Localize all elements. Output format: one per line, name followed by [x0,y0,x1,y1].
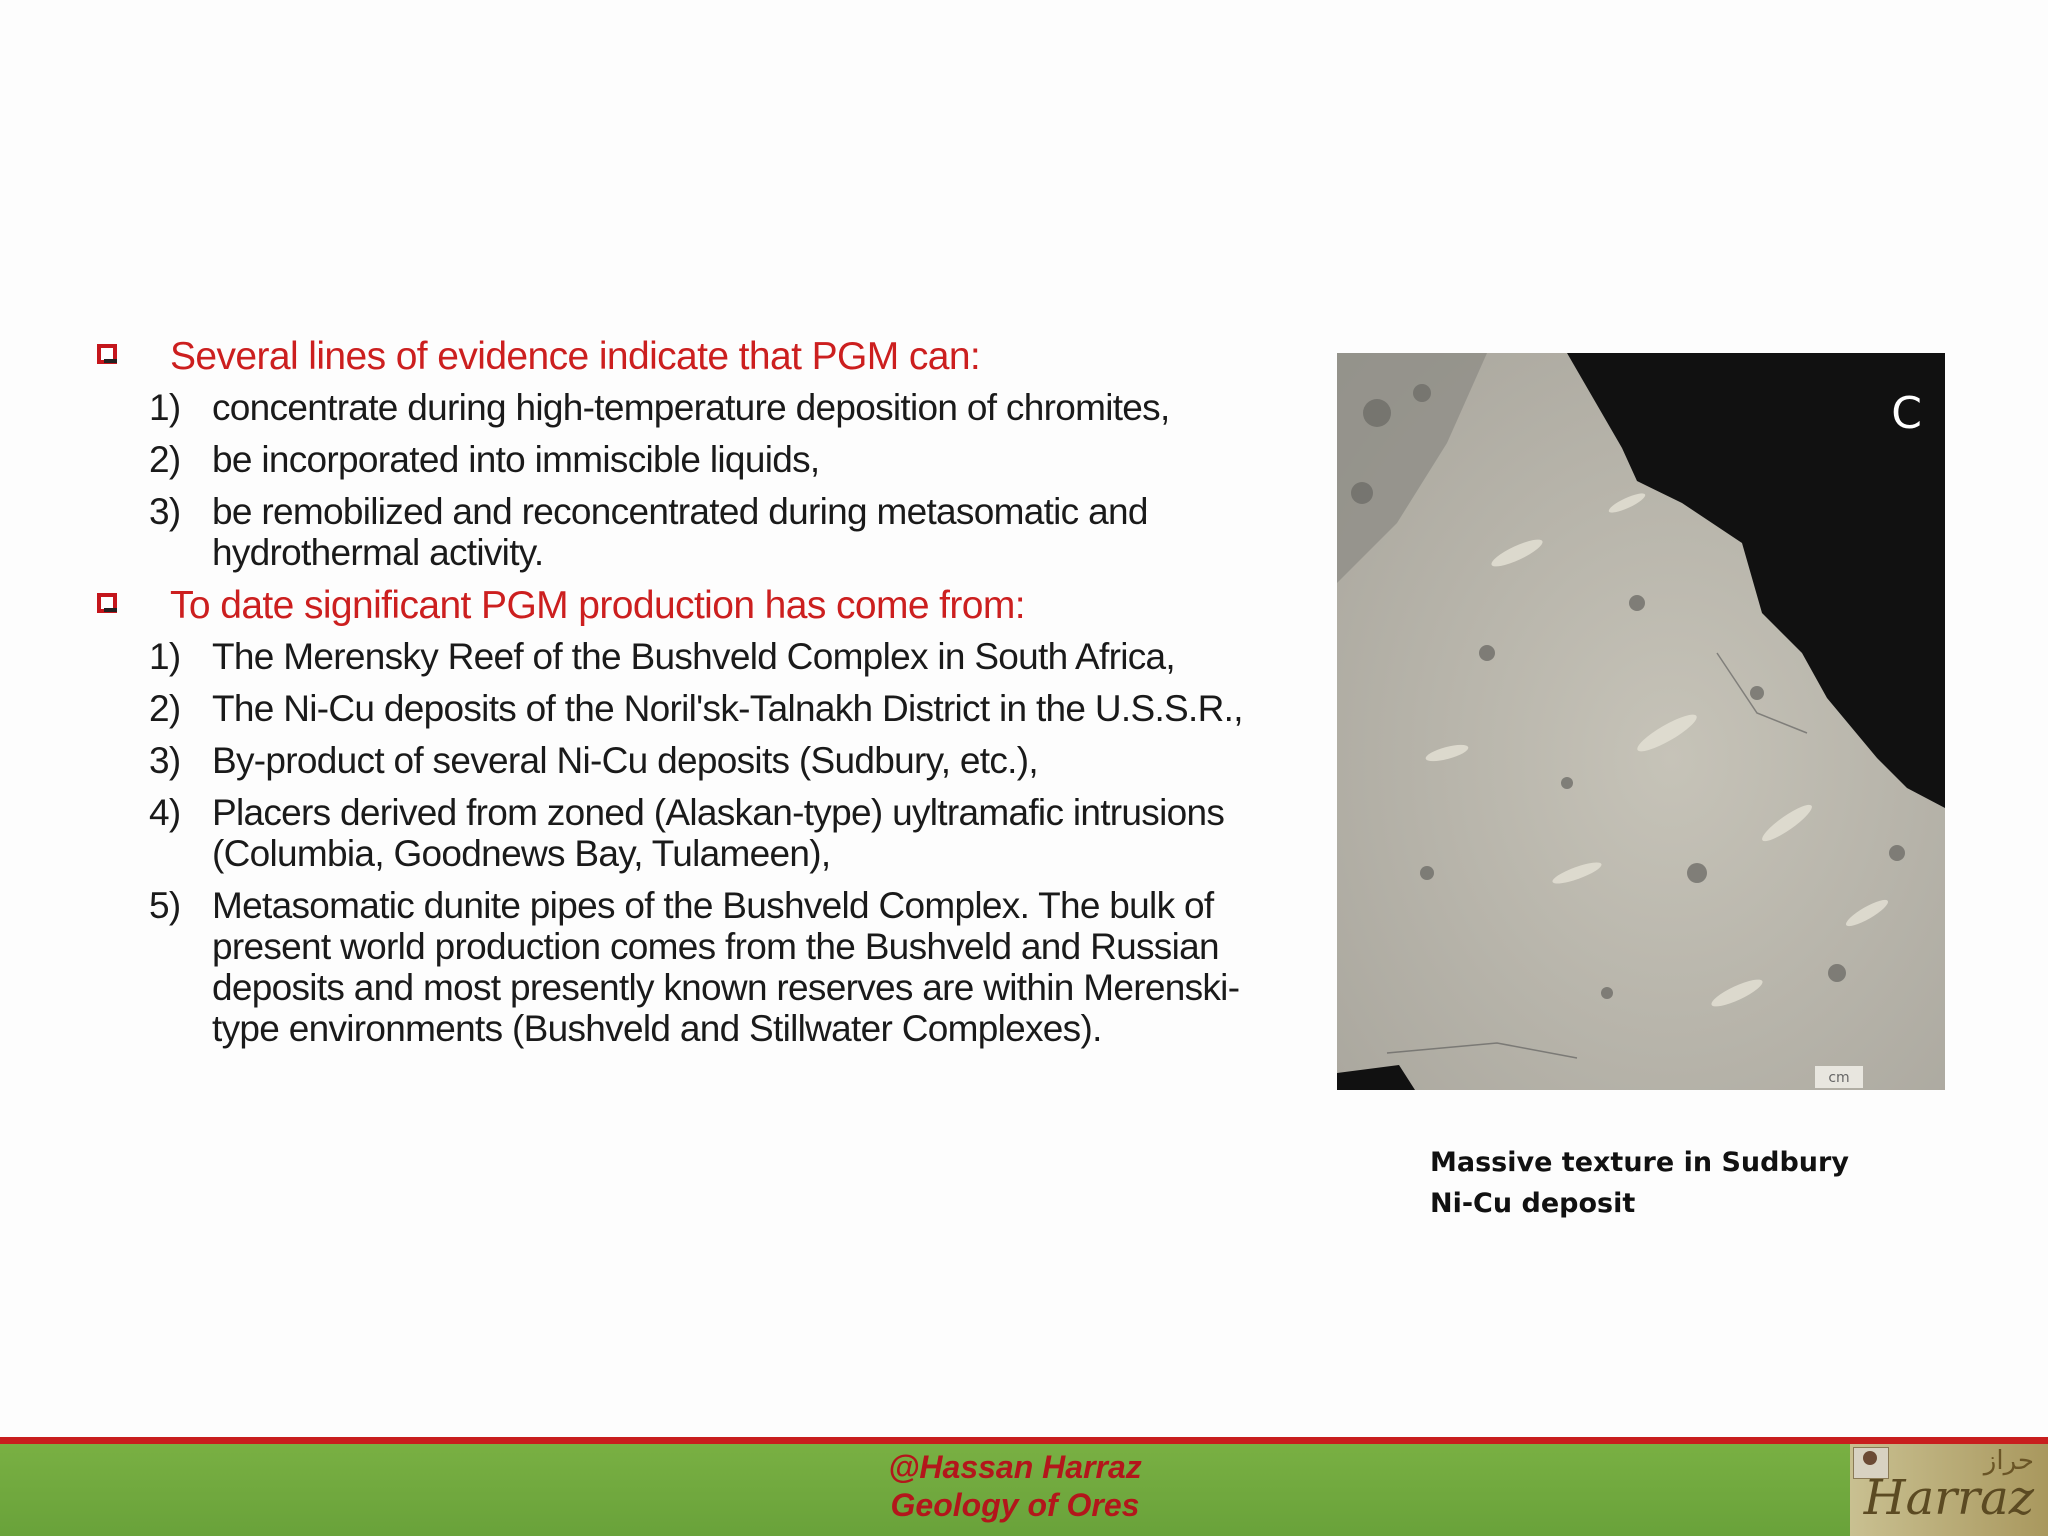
evidence-list [95,387,1255,573]
checkbox-bullet-icon [97,344,117,364]
photo-caption: Massive texture in Sudbury Ni-Cu deposit [1430,1147,1849,1219]
slide-body [95,335,1255,1060]
scale-label: cm [1828,1070,1850,1086]
list-item: 2) The Ni-Cu deposits of the Noril'sk-Talnakh District in the U.S.S.R., [149,688,1243,729]
list-item: 5) Metasomatic dunite pipes of the Bushveld Complex. The bulk of present world production comes from the Bushveld and Russian deposits and most presently known reserves are within Merenski-type environments (Bushveld and Stillwater Complexes). [149,885,1240,1049]
section-heading-production: To date significant PGM production has come from: [95,584,1255,628]
logo-text: Harraz [1863,1470,2034,1526]
list-item: 2) be incorporated into immiscible liquids, [149,439,820,480]
photo-panel-letter: C [1891,388,1922,439]
section-heading-evidence: Several lines of evidence indicate that PGM can: [95,335,1255,379]
footer-divider [0,1437,2048,1444]
logo-arabic-text: حراز [1983,1446,2034,1476]
production-list [95,636,1255,1049]
sudbury-rock-photo [1337,353,1945,1090]
checkbox-bullet-icon [97,593,117,613]
footer-credit: @Hassan Harraz Geology of Ores [888,1449,1142,1523]
list-item: 1) The Merensky Reef of the Bushveld Complex in South Africa, [149,636,1176,677]
harraz-logo [1850,1444,2048,1536]
list-item: 4) Placers derived from zoned (Alaskan-type) uyltramafic intrusions (Columbia, Goodnews Bay, Tulameen), [149,792,1225,874]
list-item: 3) be remobilized and reconcentrated during metasomatic and hydrothermal activity. [149,491,1148,573]
list-item: 3) By-product of several Ni-Cu deposits (Sudbury, etc.), [149,740,1038,781]
rock-specimen-image [1337,353,1945,1090]
list-item: 1) concentrate during high-temperature deposition of chromites, [149,387,1170,428]
